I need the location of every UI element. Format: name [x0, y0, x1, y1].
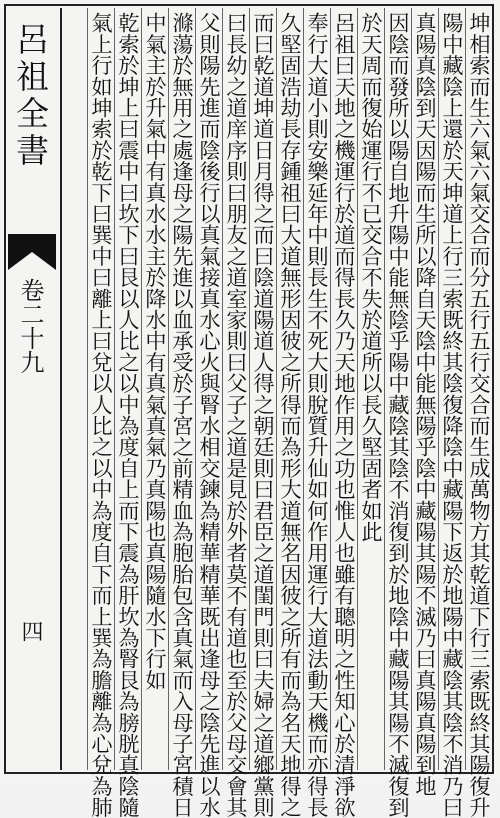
text-column-10: 曰長幼之道庠序則曰朋友之道室家則曰父子之道是見於外者莫不有道也至於父母交會其 — [224, 12, 249, 818]
volume-label: 卷二十九 — [16, 278, 44, 374]
page-number: 四 — [18, 620, 43, 642]
text-column-14: 乾索於坤上曰震中曰坎下曰艮以人比之以中為度自上而下震為肝坎為腎艮為膀胱真陰隨 — [116, 12, 141, 818]
text-column-7: 奉行大道小則安樂延年中則長生不死大則脫質升仙如何作用運行大道法動天機而亦得長 — [305, 12, 330, 818]
text-column-3: 真陽真陰到天因陽而生所以降自天陰中能無陽乎陰中藏陽其陽不滅乃曰真陽真陽到地 — [413, 12, 438, 797]
text-column-12: 滌蕩於無用之處逢母之陽先進以血承受於子宮之前精血為胞胎包含真氣而入母子宮積日 — [170, 12, 195, 818]
text-column-15: 氣上行如坤索於乾下曰巽中曰離上曰兌以人比之以中為度自下而上巽為膽離為心兌為肺 — [89, 12, 114, 818]
text-column-6: 呂祖曰天地之機運行於道而得長久乃天地作用之功也惟人也雖有聰明之性知心於清淨欲 — [332, 12, 357, 818]
text-column-11: 父則陽先進而陰後行以真氣接真水心火與腎水相交鍊為精華精華既出逢母之陰先進以水 — [197, 12, 222, 818]
text-column-13: 中氣主於升氣中有真水水主於降水中有真氣真氣乃真陽也真陽隨水下行如 — [143, 12, 168, 691]
fishtail-mark-icon — [8, 234, 56, 270]
text-column-8: 久堅固浩劫長存鍾祖曰大道無形因彼之所得而為形大道無名因彼之所有而為名天地得之 — [278, 12, 303, 818]
text-column-1: 坤相索而生六氣六氣交合而分五行五行交合而生成萬物方其乾道下行三索既終其陽復升 — [467, 12, 492, 818]
text-column-5: 於天周而復始運行不已交合不失於道所以長久堅固者如此 — [359, 12, 384, 542]
page-gutter — [0, 8, 60, 770]
text-column-2: 陽中藏陰上還於天坤道上行三索既終其陰復降陰中藏陽下返於地陽中藏陰其陰不消乃曰 — [440, 12, 465, 818]
gutter-divider — [60, 8, 62, 770]
book-title: 呂祖全書 — [11, 22, 50, 170]
text-column-9: 而曰乾道坤道日月得之而曰陰道陽道人得之朝廷則曰君臣之道閨門則曰夫婦之道鄉黨則 — [251, 12, 276, 818]
text-column-4: 因陰而發所以陽自地升陽中能無陰乎陽中藏陰其陰不消復到於地陰中藏陽其陽不滅復到 — [386, 12, 411, 818]
